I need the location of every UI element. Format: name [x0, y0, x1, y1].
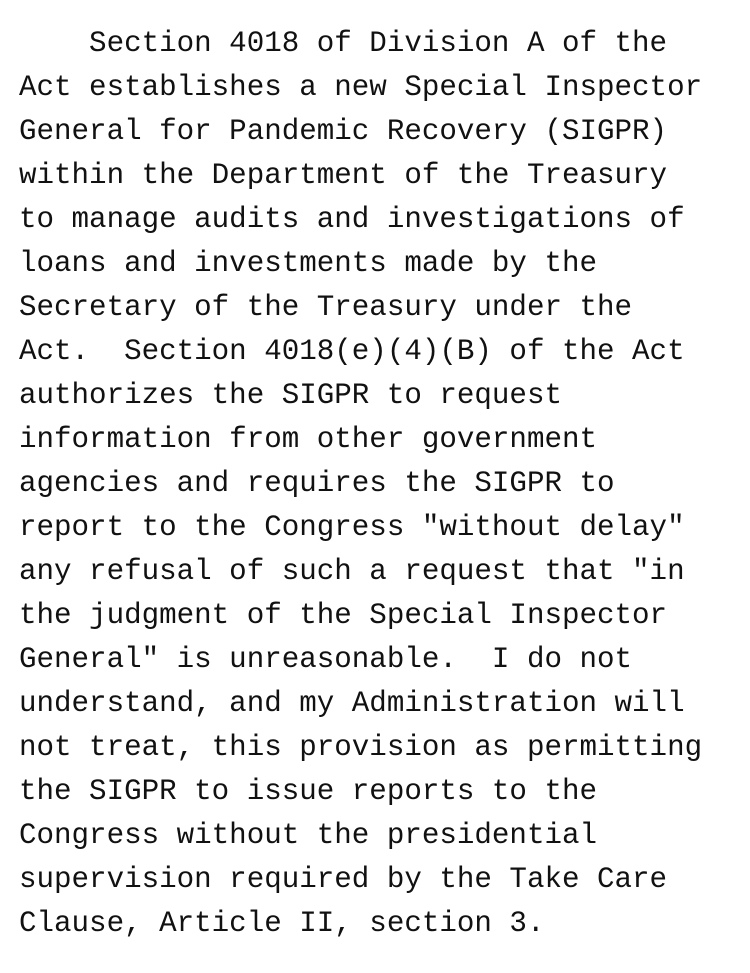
text-line: the SIGPR to issue reports to the [19, 775, 598, 808]
document-page [19, 22, 744, 946]
text-line: supervision required by the Take Care [19, 863, 668, 896]
text-line: agencies and requires the SIGPR to [19, 467, 615, 500]
text-line: report to the Congress "without delay" [19, 511, 685, 544]
text-line: Act. Section 4018(e)(4)(B) of the Act [19, 335, 685, 368]
text-line: authorizes the SIGPR to request [19, 379, 562, 412]
text-line: loans and investments made by the [19, 247, 598, 280]
text-line: General for Pandemic Recovery (SIGPR) [19, 115, 668, 148]
text-line: Act establishes a new Special Inspector [19, 71, 703, 104]
text-line: any refusal of such a request that "in [19, 555, 685, 588]
text-line: understand, and my Administration will [19, 687, 685, 720]
text-line: information from other government [19, 423, 598, 456]
text-line: the judgment of the Special Inspector [19, 599, 668, 632]
text-line: General" is unreasonable. I do not [19, 643, 633, 676]
text-line: to manage audits and investigations of [19, 203, 685, 236]
text-line: Section 4018 of Division A of the [19, 27, 668, 60]
text-line: within the Department of the Treasury [19, 159, 668, 192]
text-line: Congress without the presidential [19, 819, 598, 852]
text-line: not treat, this provision as permitting [19, 731, 703, 764]
text-line: Secretary of the Treasury under the [19, 291, 633, 324]
text-line: Clause, Article II, section 3. [19, 907, 545, 940]
